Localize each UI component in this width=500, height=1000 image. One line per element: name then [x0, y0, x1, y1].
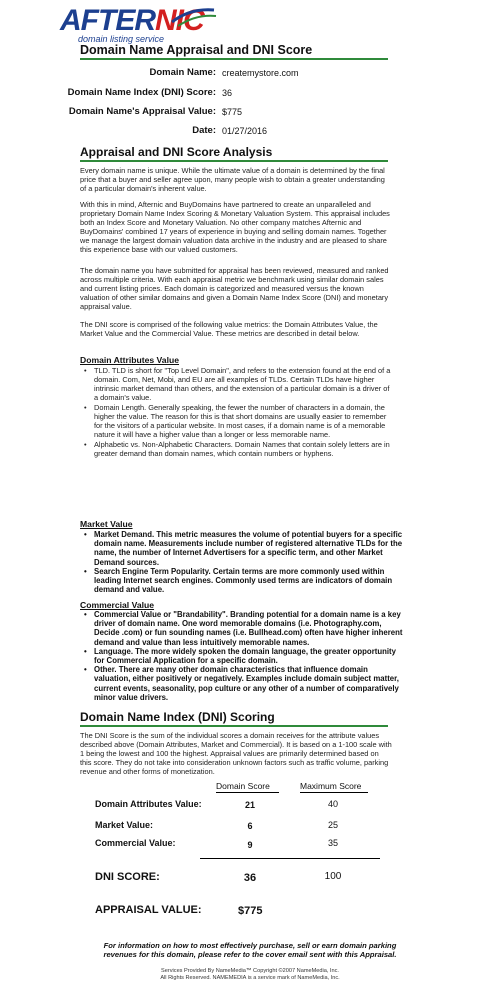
date-label: Date:	[192, 125, 216, 136]
row-max-commercial: 35	[327, 838, 338, 848]
logo-text-main: AFTER	[60, 4, 155, 37]
dni-total-max: 100	[324, 871, 342, 882]
analysis-paragraph-4: The DNI score is comprised of the following value metrics: the Domain Attributes Value, the Market Value and the Commercial Value. These metrics are described in detail below.	[80, 320, 378, 338]
analysis-paragraph-1: Every domain name is unique. While the ultimate value of a domain is determined by the final price that a buyer and seller agree upon, many people wish to obtain a greater understanding of a particular domain's inherent value.	[80, 166, 385, 193]
copyright-notice	[30, 968, 470, 982]
maximum-score-underline	[300, 792, 368, 793]
footer-line-1: For information on how to most effectively purchase, sell or earn domain parking	[103, 941, 397, 950]
commercial-value-list	[80, 610, 406, 702]
market-value-heading: Market Value	[80, 519, 133, 529]
logo-tagline: domain listing service	[78, 34, 165, 44]
row-score-commercial: 9	[247, 840, 253, 850]
page-title: Domain Name Appraisal and DNI Score	[80, 43, 313, 57]
commercial-value-heading: Commercial Value	[80, 600, 155, 610]
domain-name-label: Domain Name:	[149, 67, 216, 78]
appraisal-value-label: Domain Name's Appraisal Value:	[68, 106, 216, 117]
title-rule	[80, 58, 388, 60]
domain-score-header: Domain Score	[216, 781, 270, 791]
row-max-market: 25	[327, 820, 338, 830]
dni-score-value: 36	[222, 88, 233, 98]
list-item: • Commercial Value or "Brandability". Branding potential for a domain name is a key driver of domain name. One word memorable domains (i.e. Photography.com, Decide .com) or fun sounding names (i.e. Bullhead.com) often have higher inherent demand and value than less intuitively memorable names.	[94, 610, 406, 647]
row-max-attributes: 40	[327, 799, 338, 809]
analysis-rule	[80, 160, 388, 162]
list-item: • TLD. TLD is short for "Top Level Domain", and refers to the extension found at the end of a domain. Com, Net, Mobi, and EU are all examples of TLDs. Certain TLDs have higher intrinsic market demand than others, and the extension of a particular domain is a driver of a domain's value.	[94, 366, 394, 402]
row-label-market: Market Value:	[95, 820, 154, 830]
list-item: • Other. There are many other domain characteristics that influence domain valuation, either positively or negatively. Examples include domain subject matter, current events, seasonality, pop culture or any other of a number of comparatively minor value drivers.	[94, 665, 406, 702]
dni-scoring-rule	[80, 725, 388, 727]
maximum-score-header: Maximum Score	[300, 781, 362, 791]
appraisal-total-label: APPRAISAL VALUE:	[95, 904, 202, 916]
row-score-market: 6	[247, 821, 253, 831]
dni-total-score: 36	[243, 872, 257, 884]
dni-scoring-description: The DNI Score is the sum of the individual scores a domain receives for the attribute values described above (Domain Attributes, Market and Commercial). It is based on a 1-100 scale with 1 being the lowest and 100 the highest. Appraisal values are primarily determined based on this score. They do not take into consideration unknown factors such as traffic volume, parking revenue and other forms of monetization.	[80, 731, 392, 776]
attributes-list	[80, 366, 394, 458]
footer-line-2: revenues for this domain, please refer to the cover email sent with this Appraisal.	[103, 950, 397, 959]
list-item: • Language. The more widely spoken the domain language, the greater opportunity for Commercial Application for a specific domain.	[94, 647, 406, 665]
copyright-line-1: Services Provided By NameMedia™ Copyright ©2007 NameMedia, Inc.	[161, 968, 339, 974]
dni-scoring-title: Domain Name Index (DNI) Scoring	[80, 710, 275, 724]
market-value-list	[80, 530, 406, 594]
row-label-attributes: Domain Attributes Value:	[95, 799, 202, 809]
row-label-commercial: Commercial Value:	[95, 838, 176, 848]
dni-score-label: Domain Name Index (DNI) Score:	[67, 87, 216, 98]
analysis-paragraph-2: With this in mind, Afternic and BuyDomains have partnered to create an unparalleled and proprietary Domain Name Index Scoring & Monetary Valuation System. This appraisal includes both an Index Score and Monetary Valuation. No other company matches Afternic and BuyDomains' combined 17 years of experience in buying and selling domain names. Together we manage the largest domain valuation data archive in the industry and are pleased to share this experience base with our valued customers.	[80, 200, 390, 254]
analysis-title: Appraisal and DNI Score Analysis	[80, 145, 273, 159]
logo-swoosh-icon	[170, 6, 218, 28]
appraisal-value: $775	[222, 107, 243, 117]
dni-total-label: DNI SCORE:	[95, 871, 160, 883]
appraisal-total-value: $775	[238, 905, 263, 917]
list-item: • Domain Length. Generally speaking, the fewer the number of characters in a domain, the higher the value. The reason for this is that short domains are usually easier to remember for the visitors of a particular website. In most cases, if a domain name is of a memorable nature it will have a higher value than a longer or less memorable name.	[94, 403, 394, 439]
list-item: • Market Demand. This metric measures the volume of potential buyers for a specific domain name. Measurements include number of registered alternative TLDs for the name, the number of Internet Advertisers for a specific term, and other Market Demand sources.	[94, 530, 406, 567]
total-divider	[200, 858, 380, 859]
logo-text-accent: NIC	[155, 4, 204, 37]
attributes-heading: Domain Attributes Value	[80, 355, 180, 365]
date-value: 01/27/2016	[222, 126, 268, 136]
domain-score-underline	[216, 792, 279, 793]
list-item: • Alphabetic vs. Non-Alphabetic Characters. Domain Names that contain solely letters are in greater demand than domain names, which contain numbers or hyphens.	[94, 440, 394, 458]
domain-name-value: createmystore.com	[222, 68, 299, 78]
analysis-paragraph-3: The domain name you have submitted for appraisal has been reviewed, measured and ranked across multiple criteria. With each appraisal metric we benchmark using similar domain sales and current listing prices. Each domain is categorized and measured versus the known valuation of other similar domains and given a Domain Name Index Score (DNI) and monetary appraisal value.	[80, 266, 389, 311]
footer-note	[30, 941, 470, 959]
list-item: • Search Engine Term Popularity. Certain terms are more commonly used within leading Internet search engines. Commonly used terms are indicators of domain demand and value.	[94, 567, 406, 595]
copyright-line-2: All Rights Reserved. NAMEMEDIA is a service mark of NameMedia, Inc.	[160, 975, 340, 981]
row-score-attributes: 21	[244, 800, 255, 810]
